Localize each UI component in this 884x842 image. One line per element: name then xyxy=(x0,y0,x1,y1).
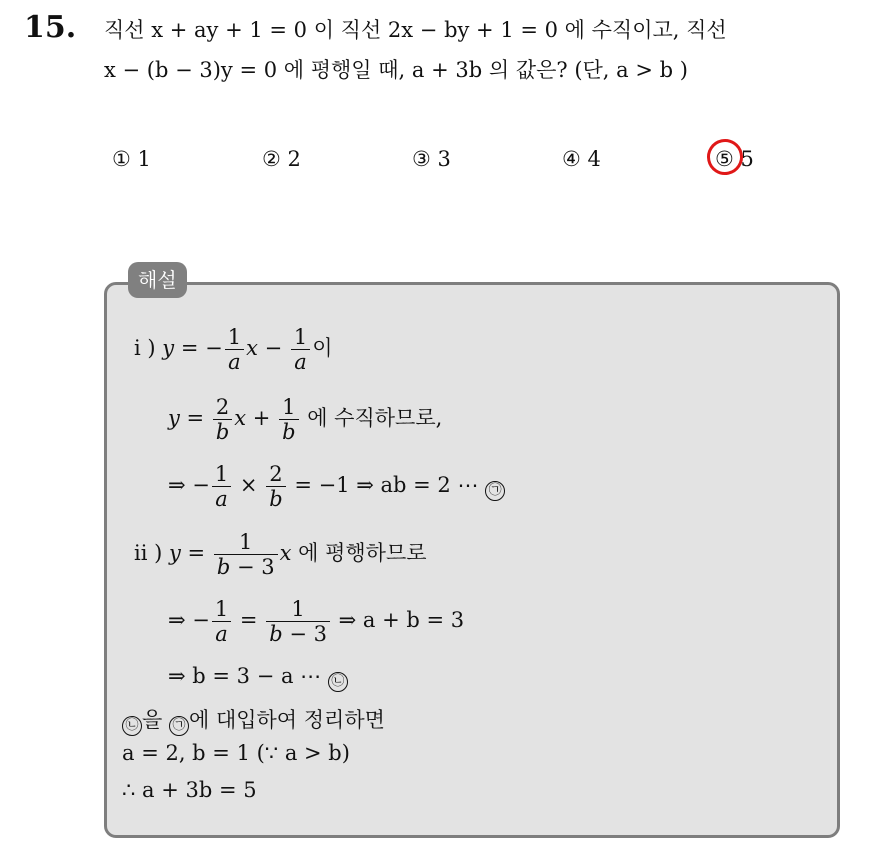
marker-nieun: ㉡ xyxy=(328,672,348,692)
substitution-text-2: 에 대입하여 정리하면 xyxy=(188,708,385,732)
step2b-result: ⇒ a + b = 3 xyxy=(338,608,465,632)
step1-label: i ) xyxy=(134,336,156,360)
substitution-text-1: 을 xyxy=(142,708,163,732)
question-text-line-2: x − (b − 3)y = 0 에 평행일 때, a + 3b 의 값은? (단, a > b ) xyxy=(104,58,688,82)
step1-suffix: 이 xyxy=(312,336,333,360)
marker-giyeok: ㉠ xyxy=(485,481,505,501)
fraction-1-over-b-minus-3: $\frac{1}{b - 3}$ xyxy=(266,597,330,646)
choice-4[interactable]: ④ 4 xyxy=(562,147,601,171)
solution-tag: 해설 xyxy=(128,262,187,298)
fraction-1-over-a: $\frac{1}{a}$ xyxy=(291,325,310,374)
solution-step2c xyxy=(168,664,348,692)
solution-substitution xyxy=(122,704,385,736)
choice-5[interactable]: ⑤ 5 xyxy=(715,147,754,171)
fraction-1-over-a: $\frac{1}{a}$ xyxy=(212,597,231,646)
step2-suffix: 에 평행하므로 xyxy=(298,541,427,565)
marker-giyeok: ㉠ xyxy=(169,716,189,736)
marker-nieun: ㉡ xyxy=(122,716,142,736)
question-number: 15. xyxy=(24,10,77,45)
solution-result: a = 2, b = 1 (∵ a > b) xyxy=(122,741,350,765)
fraction-1-over-b-minus-3: $\frac{1}{b - 3}$ xyxy=(214,530,278,579)
step1c-result: ⇒ ab = 2 ⋯ xyxy=(356,473,479,497)
fraction-1-over-a: $\frac{1}{a}$ xyxy=(212,462,231,511)
step2c-text: ⇒ b = 3 − a ⋯ xyxy=(168,664,322,688)
solution-step1: i ) y = − $\frac{1}{a}$ x − $\frac{1}{a}$ 이 xyxy=(134,325,333,374)
question-text-line-1: 직선 x + ay + 1 = 0 이 직선 2x − by + 1 = 0 에 수직이고, 직선 xyxy=(104,18,727,42)
fraction-2-over-b: $\frac{2}{b}$ xyxy=(266,462,285,511)
fraction-1-over-b: $\frac{1}{b}$ xyxy=(279,395,298,444)
solution-step1c: ⇒ − $\frac{1}{a}$ × $\frac{2}{b}$ = −1 ⇒ ab = 2 ⋯ ㉠ xyxy=(168,462,505,511)
solution-step2b: ⇒ − $\frac{1}{a}$ = $\frac{1}{b - 3}$ ⇒ a + b = 3 xyxy=(168,597,465,646)
solution-step2: ii ) y = $\frac{1}{b - 3}$ x 에 평행하므로 xyxy=(134,530,427,579)
step2-label: ii ) xyxy=(134,541,163,565)
solution-step1b: y = $\frac{2}{b}$ x + $\frac{1}{b}$ 에 수직하므로, xyxy=(168,395,443,444)
fraction-2-over-b: $\frac{2}{b}$ xyxy=(213,395,232,444)
solution-final: ∴ a + 3b = 5 xyxy=(122,778,257,802)
choice-2[interactable]: ② 2 xyxy=(262,147,301,171)
answer-circle-mark xyxy=(704,136,747,179)
fraction-1-over-a: $\frac{1}{a}$ xyxy=(225,325,244,374)
choice-1[interactable]: ① 1 xyxy=(112,147,151,171)
choice-3[interactable]: ③ 3 xyxy=(412,147,451,171)
step1b-suffix: 에 수직하므로, xyxy=(307,406,443,430)
